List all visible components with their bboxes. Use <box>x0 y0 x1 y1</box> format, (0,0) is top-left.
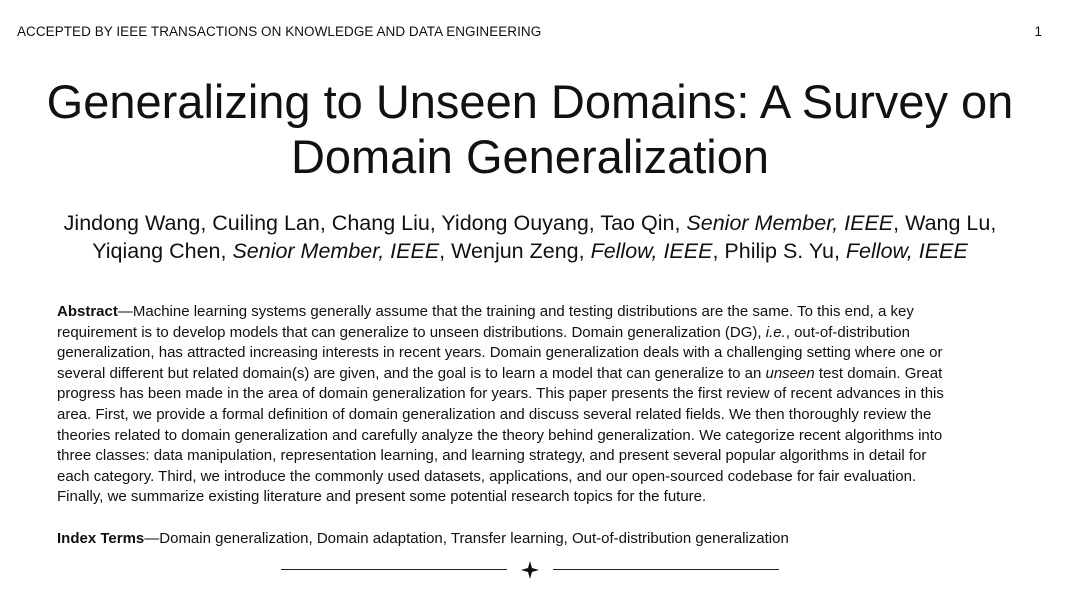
abstract-line <box>57 364 997 385</box>
divider-line-right <box>553 569 779 570</box>
author-affiliation: Fellow, IEEE <box>590 239 713 263</box>
abstract-text: requirement is to develop models that can generalize to unseen distributions. Domain generalization (DG), <box>57 323 766 341</box>
title-line-1: Generalizing to Unseen Domains: A Survey on <box>46 75 1014 128</box>
author-affiliation: Senior Member, IEEE <box>232 239 440 263</box>
four-point-star-icon <box>520 560 540 580</box>
index-terms <box>57 529 789 549</box>
abstract-line: three classes: data manipulation, representation learning, and learning strategy, and present several popular algorithms in detail for <box>57 447 927 465</box>
page-number: 1 <box>1034 24 1042 39</box>
abstract-line: each category. Third, we introduce the commonly used datasets, applications, and our open-sourced codebase for fair evaluation. <box>57 467 917 485</box>
abstract-text: , out-of-distribution <box>785 323 910 341</box>
paper-title <box>0 74 1060 184</box>
abstract-line <box>57 323 997 344</box>
author-names: , Wenjun Zeng, <box>439 239 591 263</box>
author-line-2 <box>0 237 1060 265</box>
author-names: Yiqiang Chen, <box>92 239 233 263</box>
author-list <box>0 209 1060 265</box>
abstract-line: generalization, has attracted increasing interests in recent years. Domain generalization deals with a challenging setting where one or <box>57 344 943 362</box>
author-affiliation: Senior Member, IEEE <box>686 211 894 235</box>
index-terms-text: —Domain generalization, Domain adaptation, Transfer learning, Out-of-distribution generalization <box>144 530 789 547</box>
index-terms-label: Index Terms <box>57 530 145 547</box>
abstract-text: several different but related domain(s) are given, and the goal is to learn a model that can generalize to an <box>57 364 766 382</box>
journal-header: ACCEPTED BY IEEE TRANSACTIONS ON KNOWLEDGE AND DATA ENGINEERING <box>17 24 542 39</box>
author-names: Jindong Wang, Cuiling Lan, Chang Liu, Yidong Ouyang, Tao Qin, <box>63 211 687 235</box>
author-names: , Wang Lu, <box>893 211 997 235</box>
abstract-line <box>57 302 997 323</box>
divider-line-left <box>281 569 507 570</box>
author-line-1 <box>0 209 1060 237</box>
abstract <box>57 302 997 508</box>
abstract-line: Finally, we summarize existing literature and present some potential research topics for the future. <box>57 488 707 506</box>
author-names: , Philip S. Yu, <box>712 239 846 263</box>
abstract-label: Abstract <box>57 303 118 320</box>
abstract-line: progress has been made in the area of domain generalization for years. This paper presents the first review of recent advances in this <box>57 385 944 403</box>
abstract-line: theories related to domain generalization and carefully analyze the theory behind generalization. We categorize recent algorithms into <box>57 426 943 444</box>
abstract-line: area. First, we provide a formal definition of domain generalization and discuss several related fields. We then thoroughly review the <box>57 405 932 423</box>
title-line-2: Domain Generalization <box>290 130 770 183</box>
abstract-emphasis: i.e. <box>765 323 786 341</box>
author-affiliation: Fellow, IEEE <box>845 239 968 263</box>
abstract-text: —Machine learning systems generally assume that the training and testing distributions are the same. To this end, a key <box>117 303 914 320</box>
abstract-emphasis: unseen <box>765 364 815 382</box>
abstract-text: test domain. Great <box>814 364 943 382</box>
